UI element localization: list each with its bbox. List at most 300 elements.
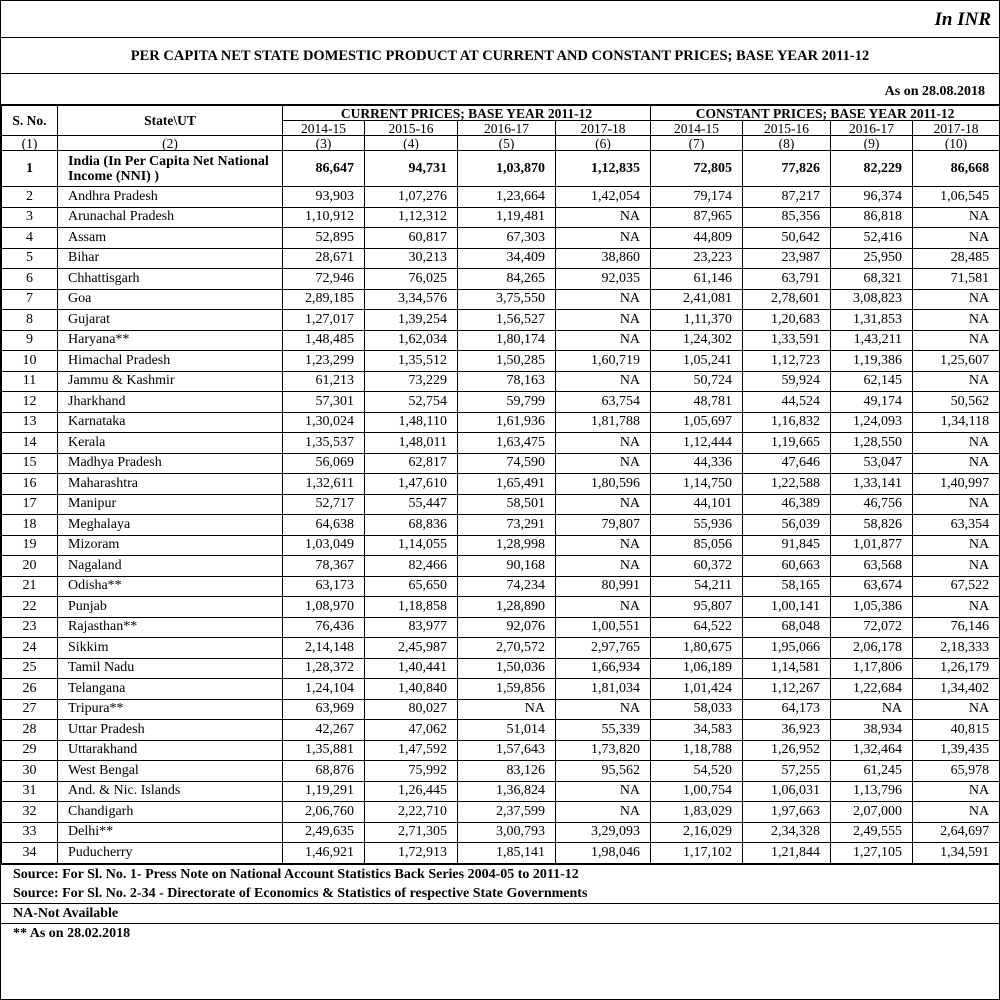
table-row [2,187,1000,208]
table-row [2,822,1000,843]
column-index-cell: (5) [458,136,556,151]
value-cell: NA [556,556,651,577]
table-row [2,556,1000,577]
value-cell: NA [913,330,1000,351]
value-cell: 85,056 [651,535,743,556]
value-cell: 2,22,710 [365,802,458,823]
value-cell: 1,35,537 [283,433,365,454]
table-row [2,330,1000,351]
value-cell: 1,12,444 [651,433,743,454]
value-cell: 1,81,034 [556,679,651,700]
header-year-col-7: 2014-15 [651,121,743,136]
value-cell: NA [913,310,1000,331]
value-cell: 1,03,870 [458,151,556,187]
state-name-cell: Meghalaya [58,515,283,536]
value-cell: 56,039 [743,515,831,536]
value-cell: 1,10,912 [283,207,365,228]
value-cell: 73,229 [365,371,458,392]
value-cell: NA [913,597,1000,618]
value-cell: NA [556,330,651,351]
header-year-col-9: 2016-17 [831,121,913,136]
value-cell: 80,027 [365,699,458,720]
value-cell: NA [556,781,651,802]
value-cell: 63,568 [831,556,913,577]
value-cell: 2,49,555 [831,822,913,843]
value-cell: 96,374 [831,187,913,208]
value-cell: 2,18,333 [913,638,1000,659]
value-cell: 56,069 [283,453,365,474]
value-cell: 1,26,952 [743,740,831,761]
value-cell: 1,12,723 [743,351,831,372]
value-cell: 1,95,066 [743,638,831,659]
value-cell: NA [556,207,651,228]
value-cell: 1,31,853 [831,310,913,331]
unit-label: In INR [1,1,999,38]
value-cell: NA [556,494,651,515]
table-row [2,351,1000,372]
value-cell: 1,97,663 [743,802,831,823]
as-on-date: As on 28.08.2018 [1,74,999,105]
value-cell: 44,101 [651,494,743,515]
value-cell: 87,217 [743,187,831,208]
value-cell: 1,00,141 [743,597,831,618]
value-cell: 1,40,840 [365,679,458,700]
value-cell: 44,524 [743,392,831,413]
serial-number-cell: 33 [2,822,58,843]
value-cell: 2,14,148 [283,638,365,659]
value-cell: 1,35,881 [283,740,365,761]
value-cell: 28,485 [913,248,1000,269]
value-cell: 1,14,581 [743,658,831,679]
value-cell: 2,71,305 [365,822,458,843]
header-state: State\UT [58,106,283,136]
value-cell: 1,28,890 [458,597,556,618]
serial-number-cell: 14 [2,433,58,454]
serial-number-cell: 24 [2,638,58,659]
value-cell: 2,49,635 [283,822,365,843]
value-cell: 42,267 [283,720,365,741]
value-cell: 95,807 [651,597,743,618]
table-row [2,515,1000,536]
column-index-cell: (3) [283,136,365,151]
value-cell: 55,936 [651,515,743,536]
value-cell: 59,799 [458,392,556,413]
value-cell: 3,75,550 [458,289,556,310]
value-cell: NA [458,699,556,720]
value-cell: 54,211 [651,576,743,597]
value-cell: 52,754 [365,392,458,413]
serial-number-cell: 3 [2,207,58,228]
value-cell: NA [913,371,1000,392]
value-cell: NA [913,802,1000,823]
value-cell: 34,583 [651,720,743,741]
value-cell: 46,389 [743,494,831,515]
table-row [2,617,1000,638]
table-row [2,371,1000,392]
value-cell: 2,06,178 [831,638,913,659]
value-cell: 72,946 [283,269,365,290]
value-cell: 1,00,754 [651,781,743,802]
value-cell: 72,072 [831,617,913,638]
table-row [2,207,1000,228]
value-cell: 1,23,299 [283,351,365,372]
value-cell: 38,860 [556,248,651,269]
value-cell: 83,977 [365,617,458,638]
value-cell: 82,229 [831,151,913,187]
value-cell: 79,807 [556,515,651,536]
value-cell: 1,26,179 [913,658,1000,679]
value-cell: 36,923 [743,720,831,741]
value-cell: 1,48,485 [283,330,365,351]
table-row [2,781,1000,802]
value-cell: 23,223 [651,248,743,269]
value-cell: 60,372 [651,556,743,577]
value-cell: NA [556,535,651,556]
value-cell: 1,19,291 [283,781,365,802]
value-cell: 65,650 [365,576,458,597]
value-cell: 1,72,913 [365,843,458,864]
serial-number-cell: 31 [2,781,58,802]
value-cell: 58,165 [743,576,831,597]
state-name-cell: Jharkhand [58,392,283,413]
serial-number-cell: 28 [2,720,58,741]
value-cell: NA [913,494,1000,515]
value-cell: 86,647 [283,151,365,187]
value-cell: 23,987 [743,248,831,269]
serial-number-cell: 30 [2,761,58,782]
value-cell: 1,06,031 [743,781,831,802]
value-cell: 1,40,997 [913,474,1000,495]
value-cell: 1,12,312 [365,207,458,228]
state-name-cell: Bihar [58,248,283,269]
value-cell: 1,47,610 [365,474,458,495]
value-cell: 95,562 [556,761,651,782]
value-cell: 58,033 [651,699,743,720]
value-cell: 40,815 [913,720,1000,741]
table-row [2,597,1000,618]
table-row [2,802,1000,823]
value-cell: 1,47,592 [365,740,458,761]
value-cell: 53,047 [831,453,913,474]
value-cell: 50,724 [651,371,743,392]
serial-number-cell: 25 [2,658,58,679]
footnotes [1,864,999,943]
value-cell: 73,291 [458,515,556,536]
serial-number-cell: 34 [2,843,58,864]
table-row [2,453,1000,474]
value-cell: 44,809 [651,228,743,249]
column-index-cell: (1) [2,136,58,151]
value-cell: 2,41,081 [651,289,743,310]
value-cell: 52,895 [283,228,365,249]
state-name-cell: Delhi** [58,822,283,843]
header-year-col-5: 2016-17 [458,121,556,136]
value-cell: 50,562 [913,392,1000,413]
value-cell: 90,168 [458,556,556,577]
value-cell: 1,16,832 [743,412,831,433]
serial-number-cell: 17 [2,494,58,515]
value-cell: 1,13,796 [831,781,913,802]
state-name-cell: India (In Per Capita Net National Income (NNI) ) [58,151,283,187]
value-cell: 1,32,464 [831,740,913,761]
value-cell: 1,34,591 [913,843,1000,864]
value-cell: 68,836 [365,515,458,536]
table-title: PER CAPITA NET STATE DOMESTIC PRODUCT AT CURRENT AND CONSTANT PRICES; BASE YEAR 2011-12 [1,38,999,74]
value-cell: 63,754 [556,392,651,413]
value-cell: 93,903 [283,187,365,208]
value-cell: NA [913,228,1000,249]
value-cell: 1,20,683 [743,310,831,331]
serial-number-cell: 5 [2,248,58,269]
value-cell: 47,646 [743,453,831,474]
value-cell: 1,48,011 [365,433,458,454]
value-cell: 2,45,987 [365,638,458,659]
serial-number-cell: 21 [2,576,58,597]
value-cell: 67,303 [458,228,556,249]
value-cell: 25,950 [831,248,913,269]
value-cell: 1,63,475 [458,433,556,454]
value-cell: 46,756 [831,494,913,515]
value-cell: 2,70,572 [458,638,556,659]
value-cell: 64,522 [651,617,743,638]
state-name-cell: Andhra Pradesh [58,187,283,208]
value-cell: 1,42,054 [556,187,651,208]
value-cell: 1,17,102 [651,843,743,864]
value-cell: 64,638 [283,515,365,536]
serial-number-cell: 32 [2,802,58,823]
state-name-cell: Arunachal Pradesh [58,207,283,228]
value-cell: 1,27,017 [283,310,365,331]
value-cell: 2,16,029 [651,822,743,843]
value-cell: 34,409 [458,248,556,269]
value-cell: 1,11,370 [651,310,743,331]
serial-number-cell: 19 [2,535,58,556]
value-cell: 68,321 [831,269,913,290]
value-cell: 3,34,576 [365,289,458,310]
state-name-cell: Karnataka [58,412,283,433]
value-cell: 1,73,820 [556,740,651,761]
value-cell: NA [913,556,1000,577]
value-cell: NA [913,699,1000,720]
value-cell: 1,28,550 [831,433,913,454]
value-cell: 57,255 [743,761,831,782]
value-cell: 1,05,386 [831,597,913,618]
value-cell: 84,265 [458,269,556,290]
value-cell: 87,965 [651,207,743,228]
value-cell: 1,22,588 [743,474,831,495]
value-cell: 52,416 [831,228,913,249]
value-cell: 49,174 [831,392,913,413]
serial-number-cell: 29 [2,740,58,761]
value-cell: 1,12,267 [743,679,831,700]
value-cell: 1,35,512 [365,351,458,372]
value-cell: 1,06,545 [913,187,1000,208]
value-cell: 1,18,788 [651,740,743,761]
value-cell: 1,17,806 [831,658,913,679]
state-name-cell: Chhattisgarh [58,269,283,290]
column-index-cell: (8) [743,136,831,151]
value-cell: 2,89,185 [283,289,365,310]
value-cell: 57,301 [283,392,365,413]
table-row [2,658,1000,679]
value-cell: 1,19,386 [831,351,913,372]
value-cell: 72,805 [651,151,743,187]
state-name-cell: Odisha** [58,576,283,597]
value-cell: 3,00,793 [458,822,556,843]
value-cell: 1,43,211 [831,330,913,351]
value-cell: 1,83,029 [651,802,743,823]
value-cell: 62,817 [365,453,458,474]
serial-number-cell: 22 [2,597,58,618]
value-cell: 58,826 [831,515,913,536]
state-name-cell: Gujarat [58,310,283,331]
value-cell: 3,08,823 [831,289,913,310]
value-cell: NA [556,228,651,249]
table-row [2,151,1000,187]
state-name-cell: Madhya Pradesh [58,453,283,474]
value-cell: 1,28,998 [458,535,556,556]
value-cell: 1,40,441 [365,658,458,679]
header-year-col-6: 2017-18 [556,121,651,136]
value-cell: 85,356 [743,207,831,228]
serial-number-cell: 4 [2,228,58,249]
value-cell: 1,24,093 [831,412,913,433]
serial-number-cell: 6 [2,269,58,290]
value-cell: NA [556,597,651,618]
table-row [2,494,1000,515]
table-row [2,535,1000,556]
value-cell: 1,81,788 [556,412,651,433]
table-row [2,433,1000,454]
serial-number-cell: 26 [2,679,58,700]
value-cell: 75,992 [365,761,458,782]
state-name-cell: Uttar Pradesh [58,720,283,741]
value-cell: 76,025 [365,269,458,290]
value-cell: 77,826 [743,151,831,187]
header-year-col-3: 2014-15 [283,121,365,136]
table-row [2,576,1000,597]
column-index-cell: (2) [58,136,283,151]
value-cell: 1,33,141 [831,474,913,495]
value-cell: 1,61,936 [458,412,556,433]
value-cell: 1,80,675 [651,638,743,659]
value-cell: 68,876 [283,761,365,782]
value-cell: 2,37,599 [458,802,556,823]
value-cell: 2,97,765 [556,638,651,659]
value-cell: 1,18,858 [365,597,458,618]
serial-number-cell: 2 [2,187,58,208]
header-year-col-4: 2015-16 [365,121,458,136]
value-cell: 62,145 [831,371,913,392]
serial-number-cell: 11 [2,371,58,392]
serial-number-cell: 12 [2,392,58,413]
table-row [2,248,1000,269]
value-cell: 78,367 [283,556,365,577]
value-cell: 63,791 [743,269,831,290]
state-name-cell: Assam [58,228,283,249]
value-cell: 1,00,551 [556,617,651,638]
value-cell: 91,845 [743,535,831,556]
value-cell: NA [913,453,1000,474]
source-note-2: Source: For Sl. No. 2-34 - Directorate of Economics & Statistics of respective State Governments [13,885,588,901]
value-cell: 1,14,750 [651,474,743,495]
state-name-cell: Haryana** [58,330,283,351]
header-constant-prices: CONSTANT PRICES; BASE YEAR 2011-12 [651,106,1000,121]
value-cell: 1,46,921 [283,843,365,864]
value-cell: NA [913,535,1000,556]
serial-number-cell: 8 [2,310,58,331]
column-index-cell: (4) [365,136,458,151]
state-name-cell: Kerala [58,433,283,454]
value-cell: NA [913,781,1000,802]
value-cell: 44,336 [651,453,743,474]
value-cell: 61,245 [831,761,913,782]
value-cell: 1,65,491 [458,474,556,495]
table-row [2,740,1000,761]
value-cell: 1,80,596 [556,474,651,495]
value-cell: 86,668 [913,151,1000,187]
state-name-cell: Nagaland [58,556,283,577]
value-cell: 1,39,254 [365,310,458,331]
asterisk-note: ** As on 28.02.2018 [1,923,999,943]
header-year-col-10: 2017-18 [913,121,1000,136]
value-cell: 1,34,402 [913,679,1000,700]
value-cell: 60,817 [365,228,458,249]
state-name-cell: Tripura** [58,699,283,720]
value-cell: 1,05,241 [651,351,743,372]
value-cell: NA [556,699,651,720]
state-name-cell: Rajasthan** [58,617,283,638]
table-row [2,679,1000,700]
value-cell: NA [556,371,651,392]
value-cell: 1,48,110 [365,412,458,433]
value-cell: 1,39,435 [913,740,1000,761]
value-cell: NA [913,207,1000,228]
value-cell: 1,24,104 [283,679,365,700]
value-cell: 1,19,481 [458,207,556,228]
value-cell: 1,62,034 [365,330,458,351]
value-cell: 1,08,970 [283,597,365,618]
table-row [2,228,1000,249]
value-cell: NA [556,433,651,454]
value-cell: 71,581 [913,269,1000,290]
column-index-cell: (6) [556,136,651,151]
table-row [2,699,1000,720]
value-cell: 55,339 [556,720,651,741]
header-sno: S. No. [2,106,58,136]
state-name-cell: West Bengal [58,761,283,782]
state-name-cell: Manipur [58,494,283,515]
value-cell: 1,21,844 [743,843,831,864]
state-name-cell: Goa [58,289,283,310]
value-cell: 1,14,055 [365,535,458,556]
header-current-prices: CURRENT PRICES; BASE YEAR 2011-12 [283,106,651,121]
value-cell: 65,978 [913,761,1000,782]
table-row [2,269,1000,290]
state-name-cell: And. & Nic. Islands [58,781,283,802]
value-cell: NA [831,699,913,720]
state-name-cell: Telangana [58,679,283,700]
value-cell: NA [556,453,651,474]
column-index-cell: (10) [913,136,1000,151]
table-row [2,720,1000,741]
table-row [2,289,1000,310]
table-row [2,392,1000,413]
value-cell: 1,66,934 [556,658,651,679]
value-cell: 51,014 [458,720,556,741]
value-cell: NA [556,310,651,331]
value-cell: 82,466 [365,556,458,577]
